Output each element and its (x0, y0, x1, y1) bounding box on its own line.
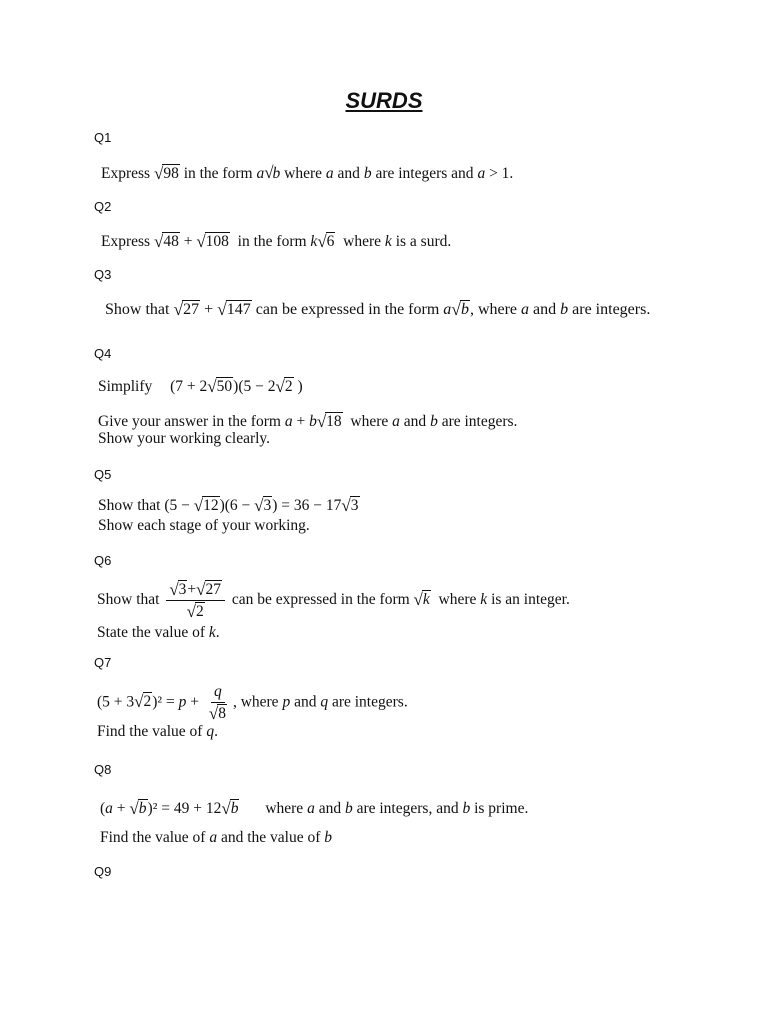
question-label-q9: Q9 (94, 864, 112, 879)
question-label-q5: Q5 (94, 467, 112, 482)
question-label-q2: Q2 (94, 199, 112, 214)
question-label-q4: Q4 (94, 346, 112, 361)
q4-line-3: Show your working clearly. (98, 430, 271, 447)
question-label-q7: Q7 (94, 655, 112, 670)
q8-line-1: (a + √ b )² = 49 + 12 √ b where a and b are integers, and b is prime. (100, 799, 529, 818)
q7-fraction: q √ 8 (208, 683, 226, 723)
q7-line-1: (5 + 3 √ 2 )² = p + q √ 8 , where p and q are integers. (97, 683, 408, 723)
q5-line-1: Show that (5 − √ 12 )(6 − √ 3 ) = 36 − 17 √ 3 (98, 496, 359, 515)
page-title: SURDS (345, 88, 423, 113)
question-label-q3: Q3 (94, 267, 112, 282)
question-label-q6: Q6 (94, 553, 112, 568)
q5-line-2: Show each stage of your working. (98, 517, 310, 534)
q8-line-2: Find the value of a and the value of b (100, 829, 333, 846)
q6-line-2: State the value of k. (97, 624, 220, 641)
q1-line-1: Express √ 98 in the form a√b where a and b are integers and a > 1. (101, 163, 514, 183)
q2-line-1: Express √ 48 + √ 108 in the form k √ 6 where k is a surd. (101, 232, 452, 251)
q4-line-1: Simplify (7 + 2 √ 50 )(5 − 2 √ 2 ) (98, 377, 303, 396)
q4-line-2: Give your answer in the form a + b √ 18 where a and b are integers. (98, 412, 518, 431)
q6-line-1: Show that √ 3 + √ 27 √ 2 can be expressed in the form √ k where k is an integer. (97, 580, 570, 621)
q6-fraction: √ 3 + √ 27 √ 2 (166, 580, 225, 621)
q7-line-2: Find the value of q. (97, 723, 218, 740)
question-label-q8: Q8 (94, 762, 112, 777)
question-label-q1: Q1 (94, 130, 112, 145)
q3-line-1: Show that √ 27 + √ 147 can be expressed in the form a √ b , where a and b are integers. (105, 299, 651, 319)
